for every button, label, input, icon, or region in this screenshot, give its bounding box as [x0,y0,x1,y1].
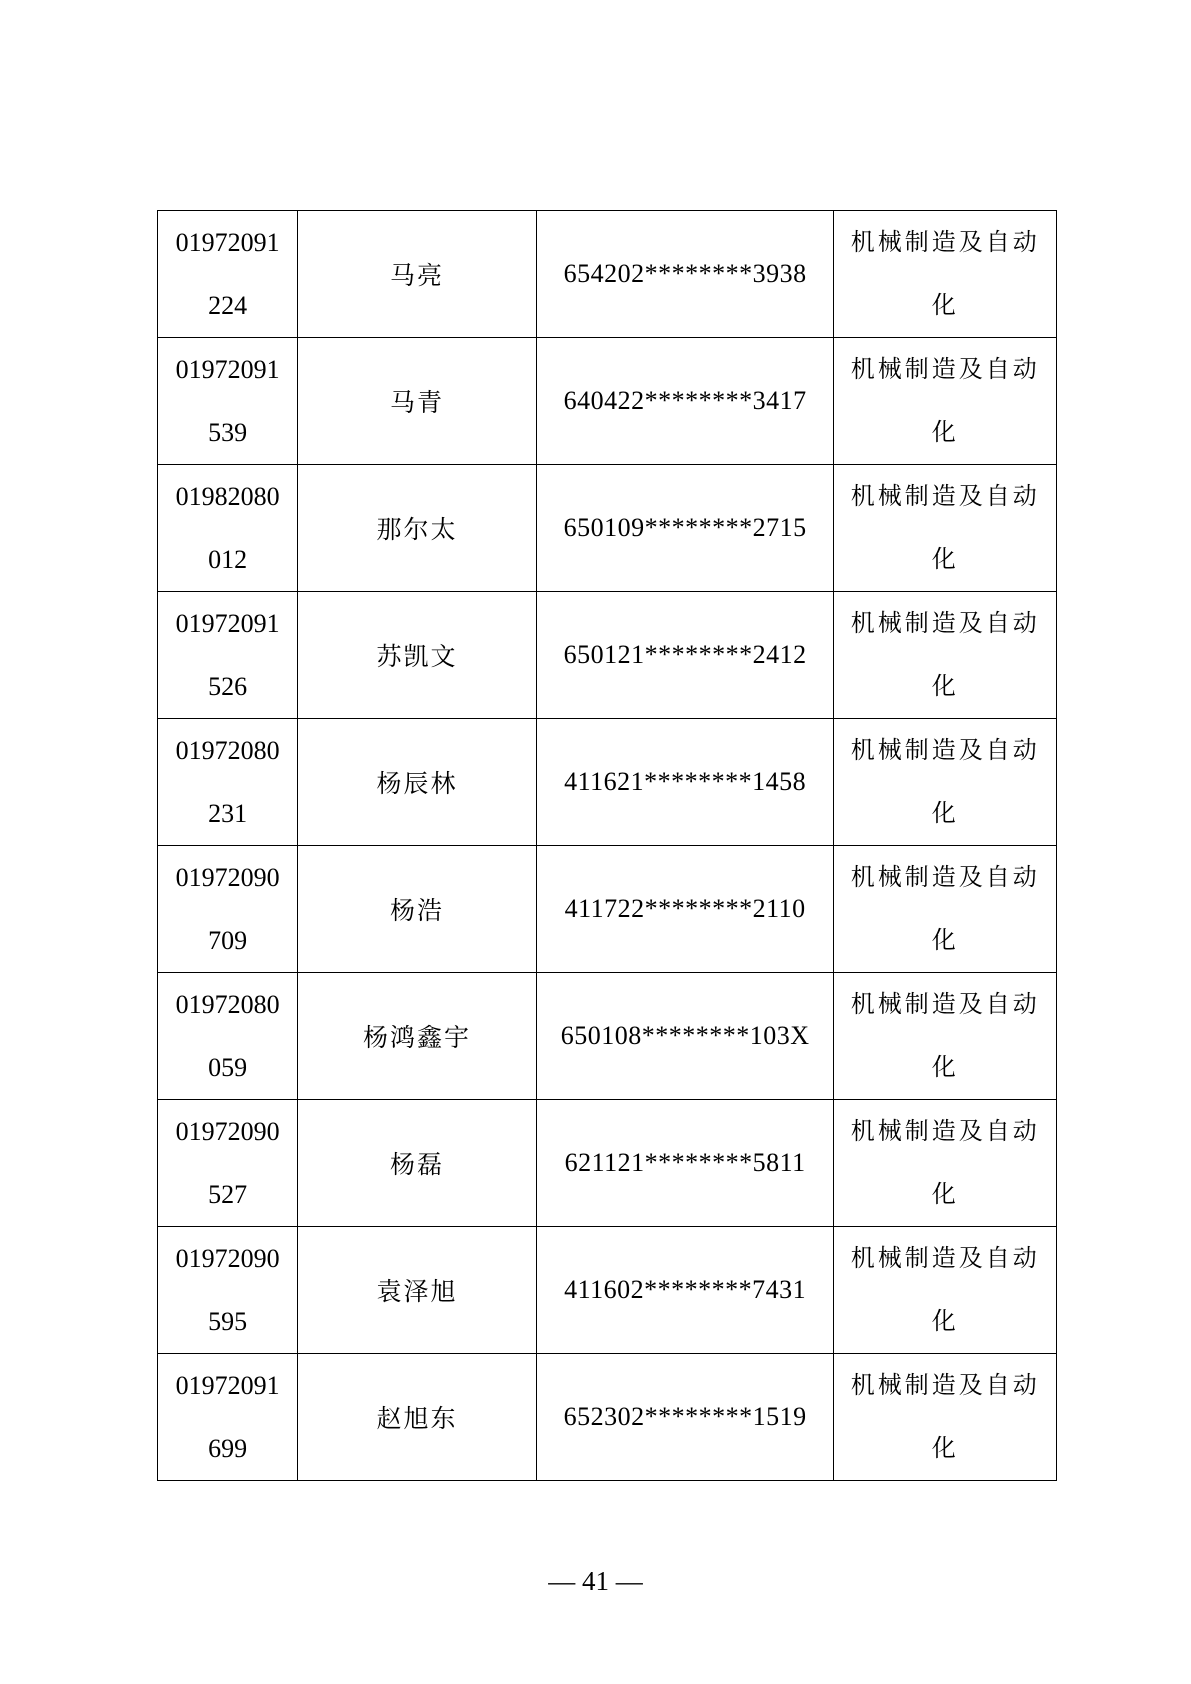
major-cell [834,465,1057,592]
major-cell [834,338,1057,465]
student-id-cell [158,1100,298,1227]
student-id-part1: 01972090 [175,863,280,892]
major-part1: 机械制造及自动 [850,990,1040,1018]
major-part1: 机械制造及自动 [850,1244,1040,1272]
student-id-part2: 595 [208,1307,248,1336]
table-row [158,1100,1057,1227]
student-id-cell [158,1354,298,1481]
student-id-part1: 01972080 [175,990,280,1019]
student-id-part2: 709 [208,926,248,955]
student-name: 马亮 [298,211,537,338]
major-part1: 机械制造及自动 [850,228,1040,256]
major-part2: 化 [931,1434,959,1462]
id-card-number: 650121********2412 [536,592,834,719]
student-id-part1: 01972090 [175,1244,280,1273]
student-id-cell [158,846,298,973]
major-part2: 化 [931,799,959,827]
table-row [158,719,1057,846]
table-row [158,1227,1057,1354]
student-id-cell [158,465,298,592]
major-part1: 机械制造及自动 [850,736,1040,764]
table-row [158,973,1057,1100]
major-part2: 化 [931,545,959,573]
id-card-number: 411722********2110 [536,846,834,973]
student-id-part2: 059 [208,1053,248,1082]
major-cell [834,846,1057,973]
id-card-number: 652302********1519 [536,1354,834,1481]
student-id-cell [158,338,298,465]
major-part1: 机械制造及自动 [850,863,1040,891]
student-id-part2: 527 [208,1180,248,1209]
student-id-part2: 231 [208,799,248,828]
major-part2: 化 [931,1307,959,1335]
student-id-cell [158,973,298,1100]
table-row [158,338,1057,465]
major-part1: 机械制造及自动 [850,1371,1040,1399]
major-cell [834,211,1057,338]
student-name: 那尔太 [298,465,537,592]
student-id-part2: 539 [208,418,248,447]
student-name: 苏凯文 [298,592,537,719]
student-id-part1: 01982080 [175,482,280,511]
student-id-part1: 01972091 [175,1371,280,1400]
student-id-part1: 01972091 [175,228,280,257]
major-cell [834,973,1057,1100]
student-id-part2: 224 [208,291,248,320]
major-part1: 机械制造及自动 [850,609,1040,637]
student-id-part2: 699 [208,1434,248,1463]
table-row [158,1354,1057,1481]
id-card-number: 650108********103X [536,973,834,1100]
student-id-part1: 01972091 [175,355,280,384]
student-name: 袁泽旭 [298,1227,537,1354]
major-part2: 化 [931,291,959,319]
student-name: 杨浩 [298,846,537,973]
student-id-part1: 01972090 [175,1117,280,1146]
id-card-number: 640422********3417 [536,338,834,465]
student-name: 杨辰林 [298,719,537,846]
major-part2: 化 [931,1180,959,1208]
table-row [158,592,1057,719]
student-name: 杨磊 [298,1100,537,1227]
student-id-cell [158,1227,298,1354]
id-card-number: 650109********2715 [536,465,834,592]
table-row [158,211,1057,338]
id-card-number: 411602********7431 [536,1227,834,1354]
major-cell [834,1354,1057,1481]
student-id-cell [158,592,298,719]
major-part1: 机械制造及自动 [850,482,1040,510]
student-name: 马青 [298,338,537,465]
student-id-part2: 012 [208,545,248,574]
student-id-part1: 01972091 [175,609,280,638]
table-row [158,846,1057,973]
student-id-part2: 526 [208,672,248,701]
major-part2: 化 [931,926,959,954]
table-row [158,465,1057,592]
id-card-number: 621121********5811 [536,1100,834,1227]
id-card-number: 411621********1458 [536,719,834,846]
major-part2: 化 [931,672,959,700]
major-part1: 机械制造及自动 [850,1117,1040,1145]
student-name: 杨鸿鑫宇 [298,973,537,1100]
major-part1: 机械制造及自动 [850,355,1040,383]
student-name: 赵旭东 [298,1354,537,1481]
student-id-cell [158,211,298,338]
major-cell [834,1227,1057,1354]
id-card-number: 654202********3938 [536,211,834,338]
major-part2: 化 [931,1053,959,1081]
student-id-cell [158,719,298,846]
major-cell [834,592,1057,719]
student-roster-table [157,210,1057,1481]
student-id-part1: 01972080 [175,736,280,765]
major-cell [834,1100,1057,1227]
major-part2: 化 [931,418,959,446]
page-number: — 41 — [548,1566,643,1596]
major-cell [834,719,1057,846]
